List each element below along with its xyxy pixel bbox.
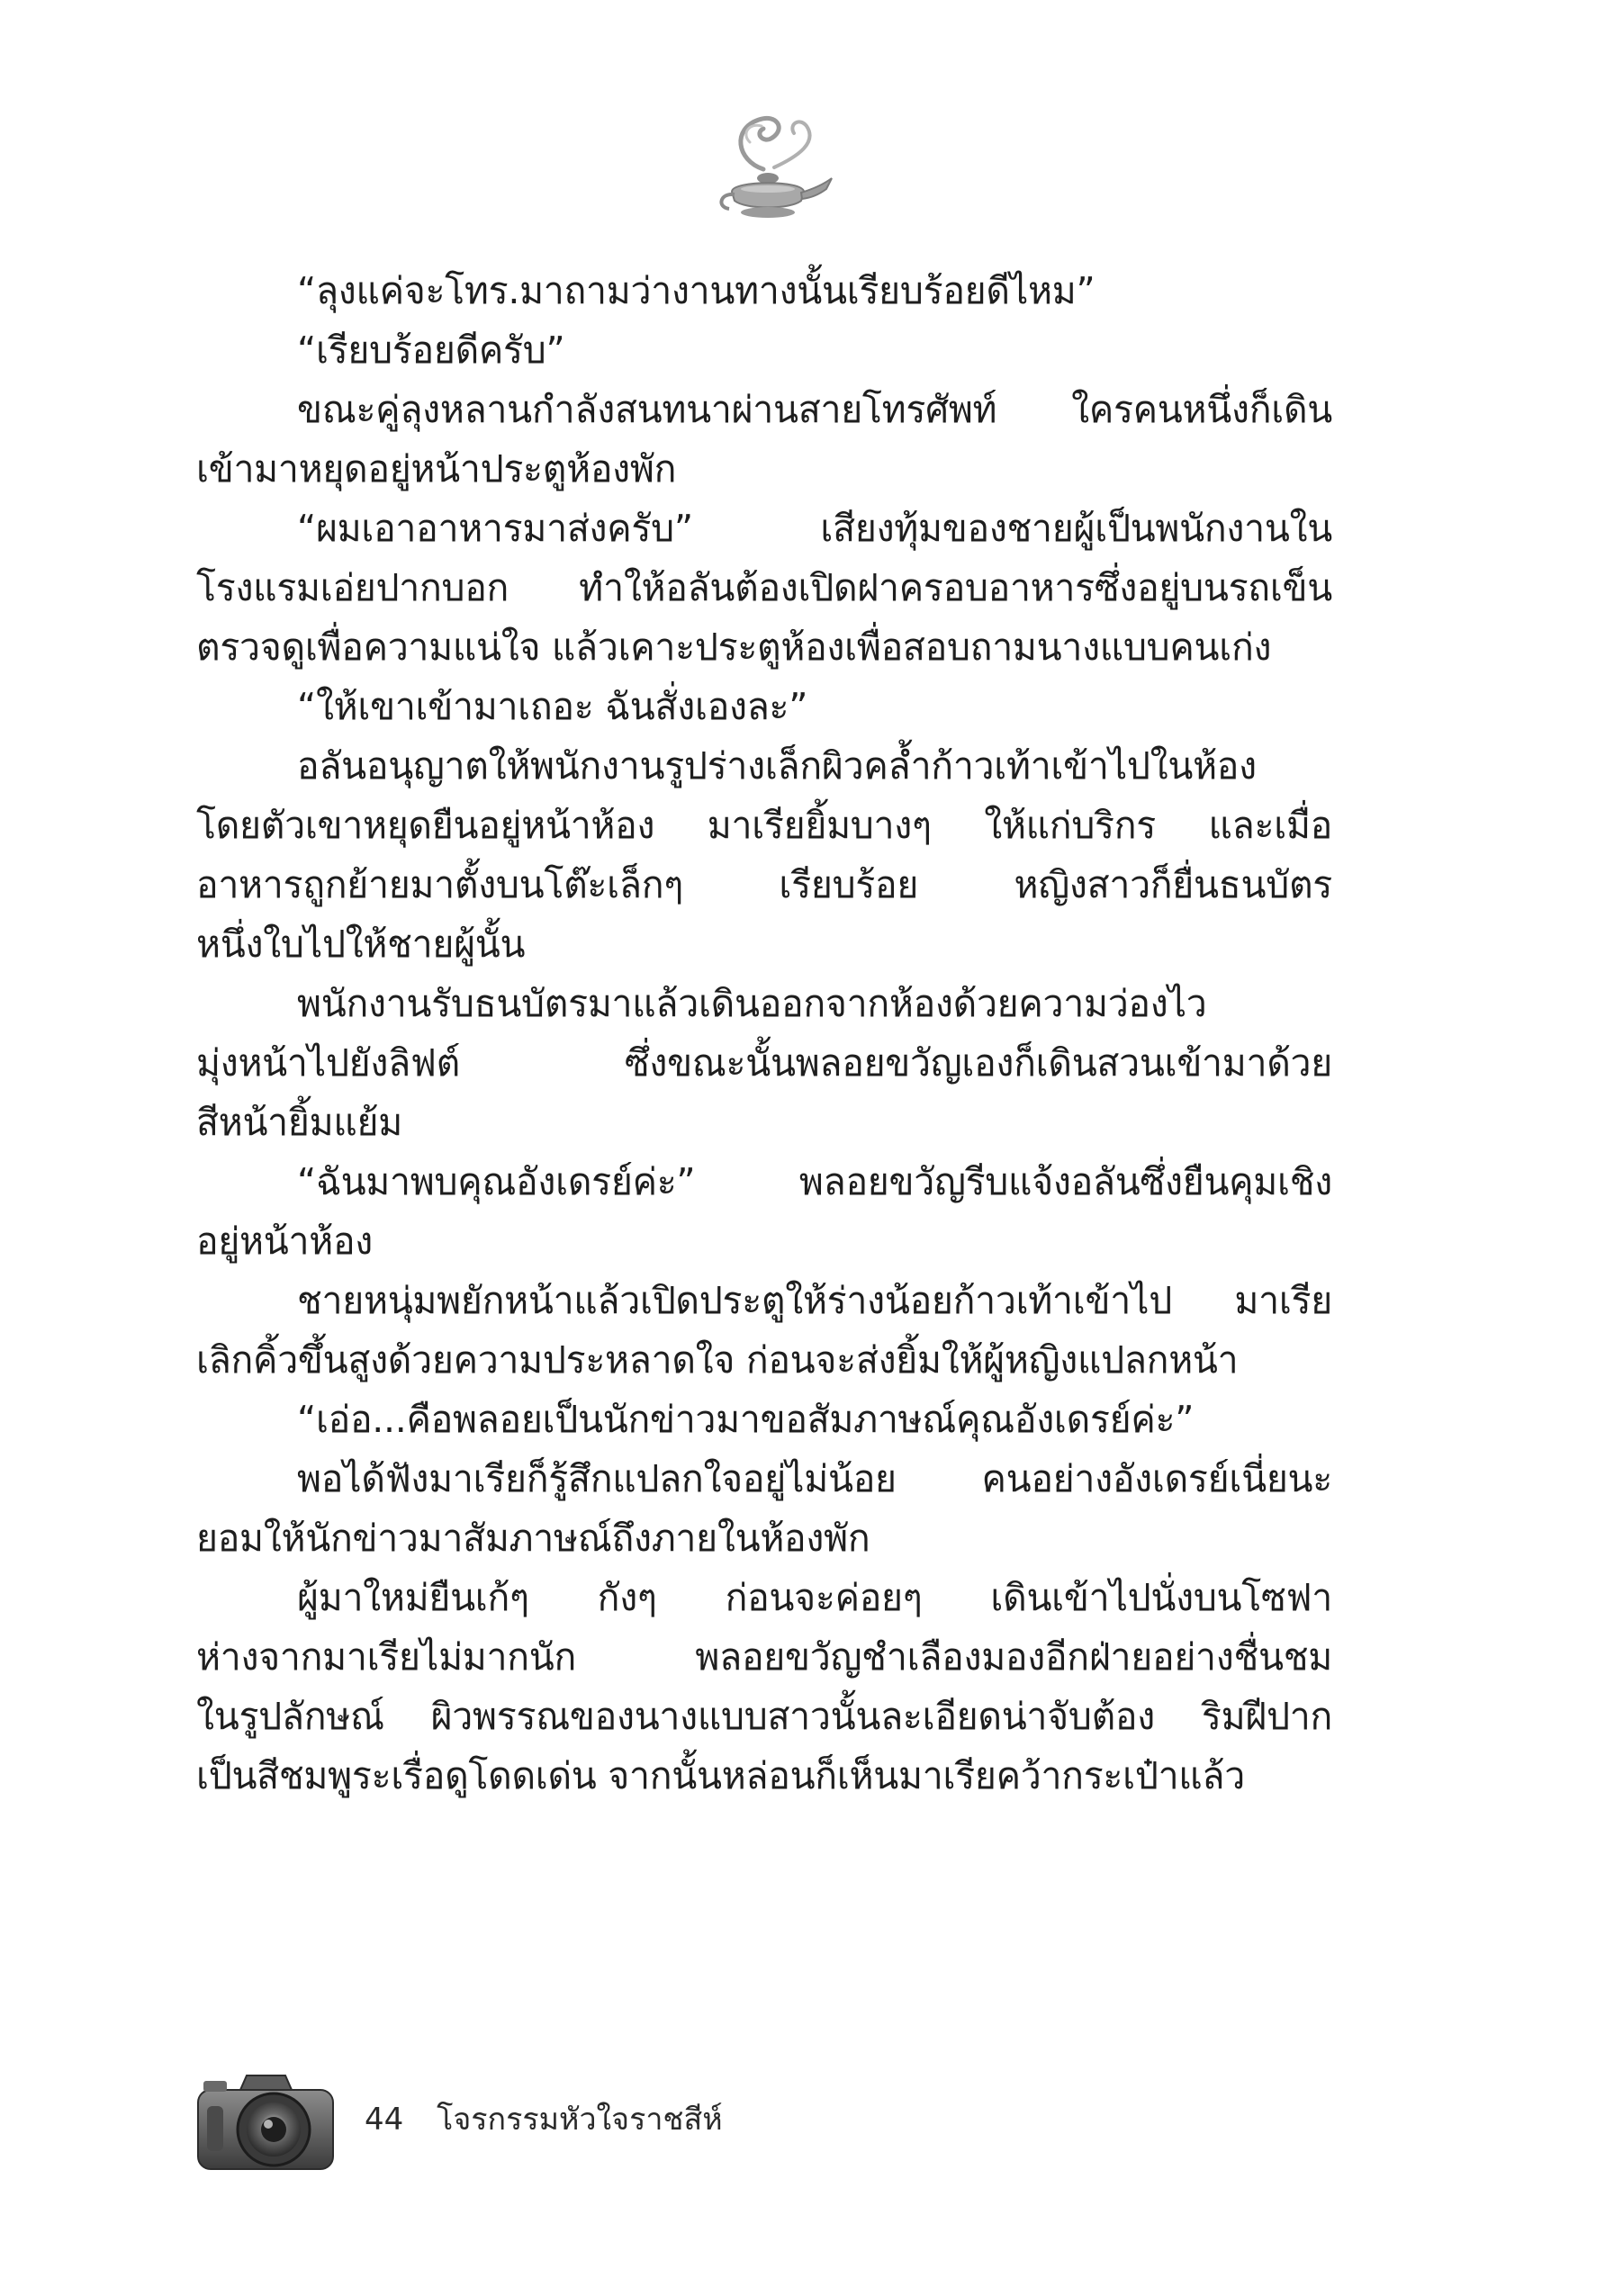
paragraph-line: อยู่หน้าห้อง <box>196 1220 373 1263</box>
paragraph-line: “ฉันมาพบคุณอังเดรย์ค่ะ” พลอยขวัญรีบแจ้งอลันซึ่งยืนคุมเชิง <box>297 1160 1332 1203</box>
paragraph-line: อาหารถูกย้ายมาตั้งบนโต๊ะเล็กๆ เรียบร้อย หญิงสาวก็ยื่นธนบัตร <box>196 863 1332 906</box>
paragraph-line: ชายหนุ่มพยักหน้าแล้วเปิดประตูให้ร่างน้อยก้าวเท้าเข้าไป มาเรีย <box>297 1279 1332 1322</box>
paragraph-line: เข้ามาหยุดอยู่หน้าประตูห้องพัก <box>196 447 677 491</box>
paragraph-line: พนักงานรับธนบัตรมาแล้วเดินออกจากห้องด้วยความว่องไว <box>297 982 1207 1025</box>
genie-lamp-icon <box>700 106 835 232</box>
paragraph-line: “ผมเอาอาหารมาส่งครับ” เสียงทุ้มของชายผู้เป็นพนักงานใน <box>297 507 1332 550</box>
page-footer <box>365 2102 723 2138</box>
paragraph-line: ขณะคู่ลุงหลานกำลังสนทนาผ่านสายโทรศัพท์ ใครคนหนึ่งก็เดิน <box>297 388 1332 431</box>
paragraph-line: พอได้ฟังมาเรียก็รู้สึกแปลกใจอยู่ไม่น้อย คนอย่างอังเดรย์เนี่ยนะ <box>297 1457 1332 1500</box>
paragraph-line: “เอ่อ...คือพลอยเป็นนักข่าวมาขอสัมภาษณ์คุณอังเดรย์ค่ะ” <box>297 1398 1195 1441</box>
paragraph-line: สีหน้ายิ้มแย้ม <box>196 1101 402 1144</box>
paragraph-line: ในรูปลักษณ์ ผิวพรรณของนางแบบสาวนั้นละเอียดน่าจับต้อง ริมฝีปาก <box>196 1695 1332 1738</box>
paragraph-line: เป็นสีชมพูระเรื่อดูโดดเด่น จากนั้นหล่อนก็เห็นมาเรียคว้ากระเป๋าแล้ว <box>196 1754 1245 1797</box>
paragraph-line: ผู้มาใหม่ยืนเก้ๆ กังๆ ก่อนจะค่อยๆ เดินเข้าไปนั่งบนโซฟา <box>297 1576 1332 1619</box>
page-number: 44 <box>365 2102 404 2138</box>
paragraph-line: ตรวจดูเพื่อความแน่ใจ แล้วเคาะประตูห้องเพื่อสอบถามนางแบบคนเก่ง <box>196 626 1272 669</box>
paragraph-line: “ให้เขาเข้ามาเถอะ ฉันสั่งเองละ” <box>297 685 808 728</box>
paragraph-line: ยอมให้นักข่าวมาสัมภาษณ์ถึงภายในห้องพัก <box>196 1517 870 1560</box>
story-text <box>196 261 1332 1805</box>
paragraph-line: เลิกคิ้วขึ้นสูงด้วยความประหลาดใจ ก่อนจะส่งยิ้มให้ผู้หญิงแปลกหน้า <box>196 1338 1239 1382</box>
paragraph-line: ห่างจากมาเรียไม่มากนัก พลอยขวัญชำเลืองมองอีกฝ่ายอย่างชื่นชม <box>196 1635 1332 1679</box>
paragraph-line: “เรียบร้อยดีครับ” <box>297 329 565 372</box>
paragraph-line: โรงแรมเอ่ยปากบอก ทำให้อลันต้องเปิดฝาครอบอาหารซึ่งอยู่บนรถเข็น <box>196 566 1332 609</box>
book-title: โจรกรรมหัวใจราชสีห์ <box>437 2102 723 2138</box>
paragraph-line: “ลุงแค่จะโทร.มาถามว่างานทางนั้นเรียบร้อยดีไหม” <box>297 269 1096 312</box>
paragraph-line: หนึ่งใบไปให้ชายผู้นั้น <box>196 923 526 966</box>
camera-icon <box>191 2070 339 2174</box>
paragraph-line: โดยตัวเขาหยุดยืนอยู่หน้าห้อง มาเรียยิ้มบางๆ ให้แก่บริกร และเมื่อ <box>196 804 1332 847</box>
paragraph-line: อลันอนุญาตให้พนักงานรูปร่างเล็กผิวคล้ำก้าวเท้าเข้าไปในห้อง <box>297 744 1257 788</box>
paragraph-line: มุ่งหน้าไปยังลิฟต์ ซึ่งขณะนั้นพลอยขวัญเองก็เดินสวนเข้ามาด้วย <box>196 1041 1332 1085</box>
